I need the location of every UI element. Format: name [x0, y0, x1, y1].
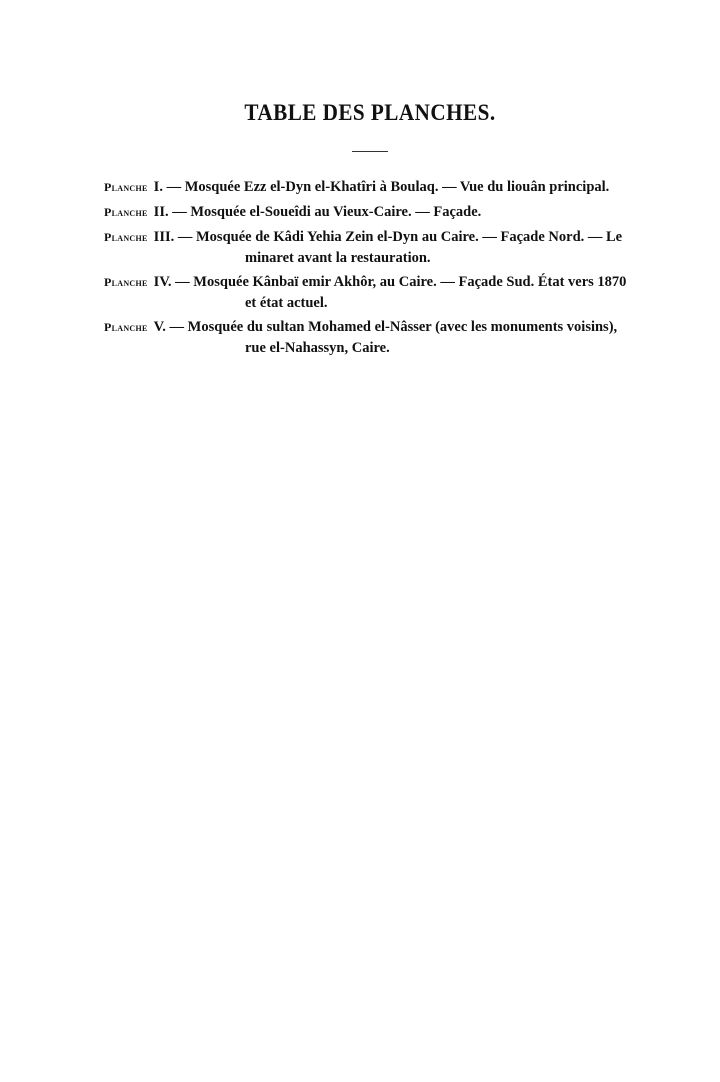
plate-description: Mosquée de Kâdi Yehia Zein el-Dyn au Caire. — Façade Nord. — Le — [195, 229, 623, 245]
plate-label: Planche — [104, 320, 148, 334]
plate-number: II. — [153, 204, 169, 220]
plate-description-continued: et état actuel. — [245, 295, 328, 311]
plate-entry-5: Planche V. — Mosquée du sultan Mohamed el-Nâsser (avec les monuments voisins), rue el-Nahassyn, Caire. — [104, 317, 644, 359]
title-rule — [352, 151, 388, 152]
plate-description-continued: minaret avant la restauration. — [245, 250, 431, 266]
plate-number: IV. — [153, 274, 172, 290]
plate-label: Planche — [104, 275, 148, 289]
plate-description: Mosquée el-Soueîdi au Vieux-Caire. — Façade. — [190, 204, 482, 220]
plate-label: Planche — [104, 180, 148, 194]
plate-description: Mosquée Ezz el-Dyn el-Khatîri à Boulaq. — Vue du liouân principal. — [184, 179, 610, 195]
plate-number: V. — [153, 319, 166, 335]
plate-description: Mosquée Kânbaï emir Akhôr, au Caire. — Façade Sud. État vers 1870 — [193, 274, 627, 290]
plate-entry-4: Planche IV. — Mosquée Kânbaï emir Akhôr, au Caire. — Façade Sud. État vers 1870 et état actuel. — [104, 272, 644, 314]
plate-description-continued: rue el-Nahassyn, Caire. — [245, 340, 390, 356]
plate-entry-2: Planche II. — Mosquée el-Soueîdi au Vieux-Caire. — Façade. — [104, 204, 482, 220]
plate-label: Planche — [104, 205, 148, 219]
plate-number: III. — [153, 229, 175, 245]
plate-description: Mosquée du sultan Mohamed el-Nâsser (avec les monuments voisins), — [187, 319, 618, 335]
plates-list — [104, 177, 644, 362]
page-title: TABLE DES PLANCHES. — [244, 100, 496, 125]
plate-entry-3: Planche III. — Mosquée de Kâdi Yehia Zein el-Dyn au Caire. — Façade Nord. — Le minaret avant la restauration. — [104, 227, 644, 269]
plate-entry-1: Planche I. — Mosquée Ezz el-Dyn el-Khatîri à Boulaq. — Vue du liouân principal. — [104, 179, 610, 195]
plate-label: Planche — [104, 230, 148, 244]
plate-number: I. — [153, 179, 163, 195]
